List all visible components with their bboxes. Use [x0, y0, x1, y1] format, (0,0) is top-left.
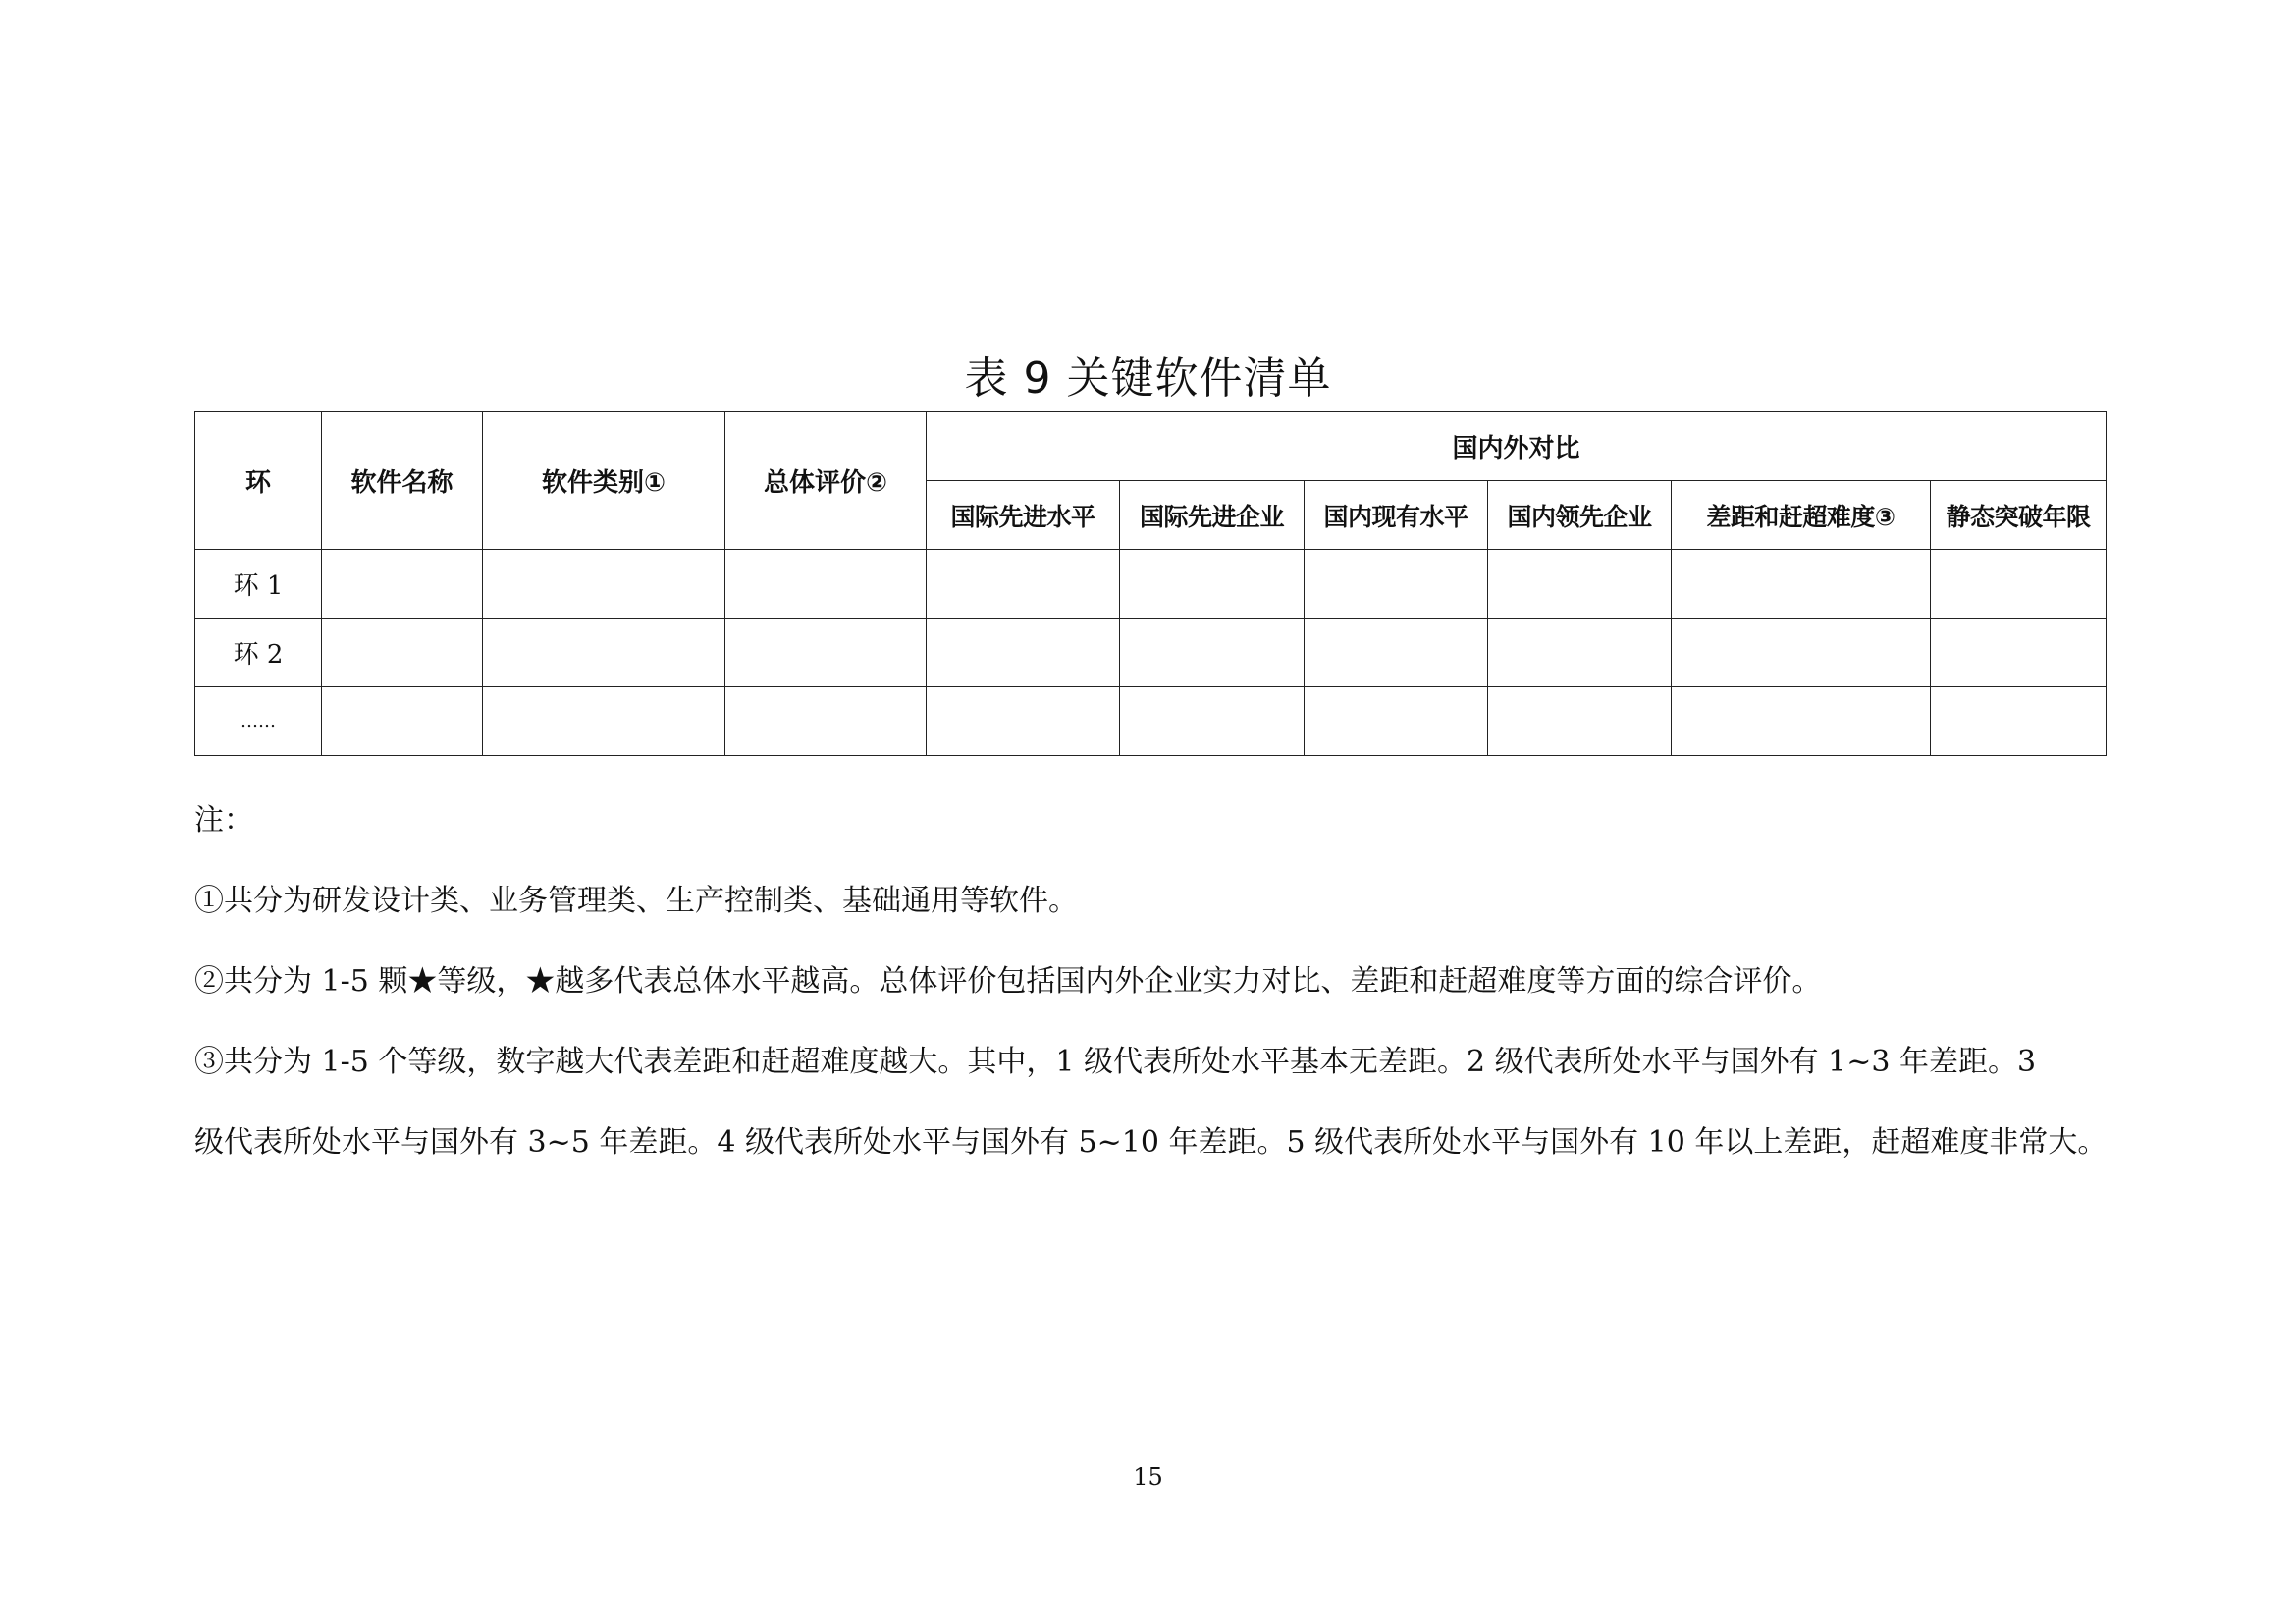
table-cell — [1120, 619, 1305, 687]
note-item-3-continued: 级代表所处水平与国外有 3~5 年差距。4 级代表所处水平与国外有 5~10 年差距。5 级代表所处水平与国外有 10 年以上差距，赶超难度非常大。 — [194, 1125, 2108, 1160]
header-domestic-leading-enterprise: 国内领先企业 — [1488, 481, 1672, 550]
header-comparison-group: 国内外对比 — [927, 412, 2107, 481]
table-cell — [725, 687, 927, 756]
header-breakthrough-years: 静态突破年限 — [1931, 481, 2107, 550]
table-cell — [1672, 550, 1931, 619]
table-cell — [1120, 687, 1305, 756]
table-cell — [1305, 687, 1488, 756]
table-cell — [1931, 619, 2107, 687]
table-cell — [1672, 687, 1931, 756]
notes-label: 注： — [194, 803, 253, 838]
table-cell — [725, 550, 927, 619]
table-cell — [1488, 550, 1672, 619]
table-cell — [725, 619, 927, 687]
header-gap-difficulty: 差距和赶超难度③ — [1672, 481, 1931, 550]
table-cell — [1488, 619, 1672, 687]
header-row-top — [195, 412, 2107, 481]
row-ring-label: 环 1 — [195, 550, 322, 619]
header-domestic-current-level: 国内现有水平 — [1305, 481, 1488, 550]
table-cell — [322, 550, 483, 619]
header-software-category: 软件类别① — [483, 412, 725, 550]
row-ring-label: 环 2 — [195, 619, 322, 687]
header-intl-advanced-level: 国际先进水平 — [927, 481, 1120, 550]
note-item-1: ①共分为研发设计类、业务管理类、生产控制类、基础通用等软件。 — [194, 884, 1078, 918]
table-row — [195, 687, 2107, 756]
table-cell — [1931, 550, 2107, 619]
header-overall-rating: 总体评价② — [725, 412, 927, 550]
header-intl-advanced-enterprise: 国际先进企业 — [1120, 481, 1305, 550]
table-title: 表 9 关键软件清单 — [964, 353, 1332, 404]
table-cell — [1672, 619, 1931, 687]
header-ring: 环 — [195, 412, 322, 550]
header-software-name: 软件名称 — [322, 412, 483, 550]
table-cell — [322, 619, 483, 687]
key-software-table — [194, 411, 2107, 756]
table-cell — [483, 550, 725, 619]
table-row — [195, 619, 2107, 687]
table-cell — [1305, 550, 1488, 619]
table-row — [195, 550, 2107, 619]
table-cell — [927, 619, 1120, 687]
note-item-2: ②共分为 1-5 颗★等级，★越多代表总体水平越高。总体评价包括国内外企业实力对比、差距和赶超难度等方面的综合评价。 — [194, 964, 1822, 999]
note-item-3: ③共分为 1-5 个等级，数字越大代表差距和赶超难度越大。其中，1 级代表所处水平基本无差距。2 级代表所处水平与国外有 1~3 年差距。3 — [194, 1045, 2037, 1079]
table-cell — [1120, 550, 1305, 619]
page-number: 15 — [1133, 1463, 1163, 1490]
table-cell — [1305, 619, 1488, 687]
row-ring-label: …… — [195, 687, 322, 756]
table-cell — [483, 687, 725, 756]
table-cell — [483, 619, 725, 687]
table-cell — [322, 687, 483, 756]
table-cell — [927, 550, 1120, 619]
table-cell — [927, 687, 1120, 756]
table-cell — [1488, 687, 1672, 756]
table-cell — [1931, 687, 2107, 756]
